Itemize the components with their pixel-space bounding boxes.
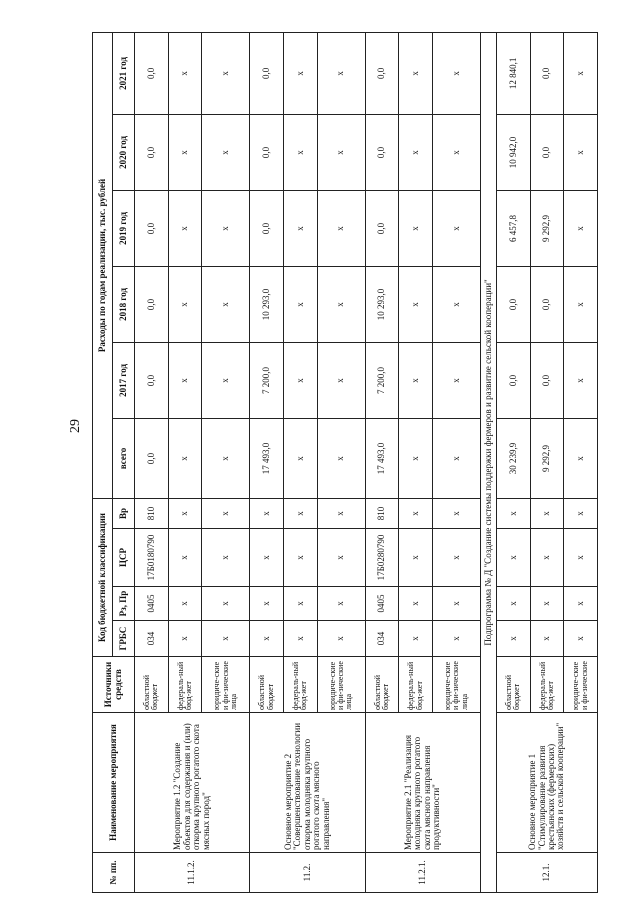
cell-total: x [399, 418, 433, 498]
row-num: 11.2. [250, 853, 365, 893]
cell-2018: 10 293,0 [250, 266, 284, 342]
cell-2020: x [564, 114, 598, 190]
cell-2017: 7 200,0 [365, 342, 399, 418]
cell-csr: x [496, 529, 530, 587]
cell-grbs: x [530, 621, 564, 657]
cell-csr: x [317, 529, 365, 587]
cell-2021: 12 840,1 [496, 32, 530, 114]
row-source: областной бюджет [135, 657, 169, 713]
cell-2020: x [202, 114, 250, 190]
budget-table [92, 32, 598, 893]
cell-2017: 0,0 [135, 342, 169, 418]
cell-2019: x [564, 190, 598, 266]
row-source: федераль-ный бюд-жет [530, 657, 564, 713]
cell-grbs: 034 [135, 621, 169, 657]
cell-grbs: x [432, 621, 480, 657]
cell-rzpr: x [432, 587, 480, 621]
subprogram-row [480, 32, 496, 892]
cell-grbs: x [283, 621, 317, 657]
cell-grbs: x [168, 621, 202, 657]
header-source: Источники средств [93, 657, 135, 713]
cell-csr: 17Б0180790 [135, 529, 169, 587]
rotated-table-sheet [92, 33, 598, 893]
cell-rzpr: x [496, 587, 530, 621]
table-row [250, 32, 284, 892]
cell-2018: 0,0 [496, 266, 530, 342]
cell-total: x [202, 418, 250, 498]
row-source: юридиче-ские и фи-зические лица [432, 657, 480, 713]
cell-rzpr: x [564, 587, 598, 621]
cell-grbs: x [564, 621, 598, 657]
cell-2018: x [202, 266, 250, 342]
cell-2021: x [202, 32, 250, 114]
cell-total: 17 493,0 [250, 418, 284, 498]
cell-rzpr: x [202, 587, 250, 621]
cell-rzpr: x [250, 587, 284, 621]
header-num: № пп. [93, 853, 135, 893]
row-activity-name: Основное мероприятие 1 "Стимулирование развития крестьянских (фермерских) хозяйств и сельской кооперации" [496, 713, 597, 853]
cell-2021: 0,0 [250, 32, 284, 114]
cell-2018: x [283, 266, 317, 342]
cell-2021: x [168, 32, 202, 114]
cell-2019: x [399, 190, 433, 266]
cell-vr: x [399, 498, 433, 528]
cell-2018: x [564, 266, 598, 342]
cell-vr: x [168, 498, 202, 528]
row-source: юридиче-ские и фи-зические лица [202, 657, 250, 713]
cell-grbs: x [202, 621, 250, 657]
cell-rzpr: x [530, 587, 564, 621]
cell-total: 17 493,0 [365, 418, 399, 498]
cell-vr: 810 [365, 498, 399, 528]
subprogram-title: Подпрограмма № Д "Создание системы поддержки фермеров и развитие сельской кооперации" [480, 32, 496, 892]
row-source: федераль-ный бюд-жет [168, 657, 202, 713]
cell-csr: x [250, 529, 284, 587]
row-source: федераль-ный бюд-жет [283, 657, 317, 713]
cell-total: x [283, 418, 317, 498]
row-source: областной бюджет [496, 657, 530, 713]
cell-2017: 7 200,0 [250, 342, 284, 418]
cell-2019: 0,0 [365, 190, 399, 266]
cell-2019: x [168, 190, 202, 266]
cell-2017: x [168, 342, 202, 418]
cell-2019: 0,0 [250, 190, 284, 266]
page-number: 29 [68, 419, 83, 433]
cell-total: x [317, 418, 365, 498]
header-csr: ЦСР [113, 529, 135, 587]
cell-2017: 0,0 [496, 342, 530, 418]
cell-2017: 0,0 [530, 342, 564, 418]
cell-2020: 0,0 [250, 114, 284, 190]
cell-2021: 0,0 [530, 32, 564, 114]
row-activity-name: Основное мероприятие 2 "Совершенствование технологии откорма молодняка крупного рогатого скота мясного направления" [250, 713, 365, 853]
cell-csr: x [168, 529, 202, 587]
cell-rzpr: x [168, 587, 202, 621]
cell-rzpr: x [283, 587, 317, 621]
cell-vr: x [564, 498, 598, 528]
cell-2017: x [399, 342, 433, 418]
cell-2017: x [283, 342, 317, 418]
cell-2020: 0,0 [530, 114, 564, 190]
cell-vr: x [432, 498, 480, 528]
cell-grbs: x [317, 621, 365, 657]
cell-csr: x [399, 529, 433, 587]
cell-2018: 0,0 [530, 266, 564, 342]
cell-csr: x [530, 529, 564, 587]
table-row [496, 32, 530, 892]
cell-2018: 0,0 [135, 266, 169, 342]
header-2019: 2019 год [113, 190, 135, 266]
cell-vr: x [283, 498, 317, 528]
cell-2019: x [317, 190, 365, 266]
cell-2018: x [432, 266, 480, 342]
cell-2018: x [168, 266, 202, 342]
cell-vr: x [250, 498, 284, 528]
cell-2019: 0,0 [135, 190, 169, 266]
header-grbs: ГРБС [113, 621, 135, 657]
cell-total: 0,0 [135, 418, 169, 498]
header-budget-class: Код бюджетной классификации [93, 498, 113, 656]
row-source: областной бюджет [365, 657, 399, 713]
cell-2021: x [283, 32, 317, 114]
cell-2017: x [202, 342, 250, 418]
row-source: юридиче-ские и фи-зические лица [317, 657, 365, 713]
cell-vr: x [496, 498, 530, 528]
cell-2018: x [317, 266, 365, 342]
cell-2019: x [202, 190, 250, 266]
row-num: 11.1.2. [135, 853, 250, 893]
cell-2020: x [168, 114, 202, 190]
cell-2020: x [283, 114, 317, 190]
cell-2020: x [399, 114, 433, 190]
cell-2020: x [432, 114, 480, 190]
cell-total: x [168, 418, 202, 498]
row-activity-name: Мероприятие 2.1 "Реализация молодняка крупного рогатого скота мясного направления продуктивности" [365, 713, 480, 853]
cell-2019: 6 457,8 [496, 190, 530, 266]
header-2018: 2018 год [113, 266, 135, 342]
cell-2021: x [399, 32, 433, 114]
row-num: 11.2.1. [365, 853, 480, 893]
cell-csr: x [564, 529, 598, 587]
cell-2021: x [564, 32, 598, 114]
cell-vr: x [317, 498, 365, 528]
header-rzpr: Рз, Пр [113, 587, 135, 621]
cell-2019: 9 292,9 [530, 190, 564, 266]
cell-2021: x [317, 32, 365, 114]
row-source: областной бюджет [250, 657, 284, 713]
cell-2018: x [399, 266, 433, 342]
cell-csr: 17Б0280790 [365, 529, 399, 587]
cell-csr: x [432, 529, 480, 587]
header-expenses: Расходы по годам реализации, тыс. рублей [93, 32, 113, 498]
row-activity-name: Мероприятие 1.2 "Создание объектов для содержания и (или) откорма крупного рогатого скота мясных пород" [135, 713, 250, 853]
header-name: Наименование мероприятия [93, 713, 135, 853]
cell-2021: 0,0 [135, 32, 169, 114]
cell-2017: x [432, 342, 480, 418]
row-source: юридиче-ские и фи-зические [564, 657, 598, 713]
cell-rzpr: 0405 [365, 587, 399, 621]
cell-grbs: x [399, 621, 433, 657]
header-2017: 2017 год [113, 342, 135, 418]
table-row [365, 32, 399, 892]
cell-total: 9 292,9 [530, 418, 564, 498]
cell-vr: 810 [135, 498, 169, 528]
cell-grbs: x [250, 621, 284, 657]
row-num: 12.1. [496, 853, 597, 893]
cell-2017: x [317, 342, 365, 418]
cell-2020: 0,0 [135, 114, 169, 190]
cell-grbs: 034 [365, 621, 399, 657]
cell-2017: x [564, 342, 598, 418]
header-2020: 2020 год [113, 114, 135, 190]
cell-2019: x [283, 190, 317, 266]
cell-vr: x [530, 498, 564, 528]
cell-grbs: x [496, 621, 530, 657]
header-2021: 2021 год [113, 32, 135, 114]
cell-rzpr: 0405 [135, 587, 169, 621]
cell-2018: 10 293,0 [365, 266, 399, 342]
cell-2021: x [432, 32, 480, 114]
cell-2020: 10 942,0 [496, 114, 530, 190]
cell-total: 30 239,9 [496, 418, 530, 498]
cell-2021: 0,0 [365, 32, 399, 114]
cell-total: x [432, 418, 480, 498]
header-vr: Вр [113, 498, 135, 528]
cell-rzpr: x [317, 587, 365, 621]
cell-csr: x [202, 529, 250, 587]
row-source: федераль-ный бюд-жет [399, 657, 433, 713]
cell-csr: x [283, 529, 317, 587]
header-total: всего [113, 418, 135, 498]
cell-vr: x [202, 498, 250, 528]
cell-rzpr: x [399, 587, 433, 621]
cell-2020: x [317, 114, 365, 190]
cell-2020: 0,0 [365, 114, 399, 190]
cell-2019: x [432, 190, 480, 266]
table-row [135, 32, 169, 892]
cell-total: x [564, 418, 598, 498]
